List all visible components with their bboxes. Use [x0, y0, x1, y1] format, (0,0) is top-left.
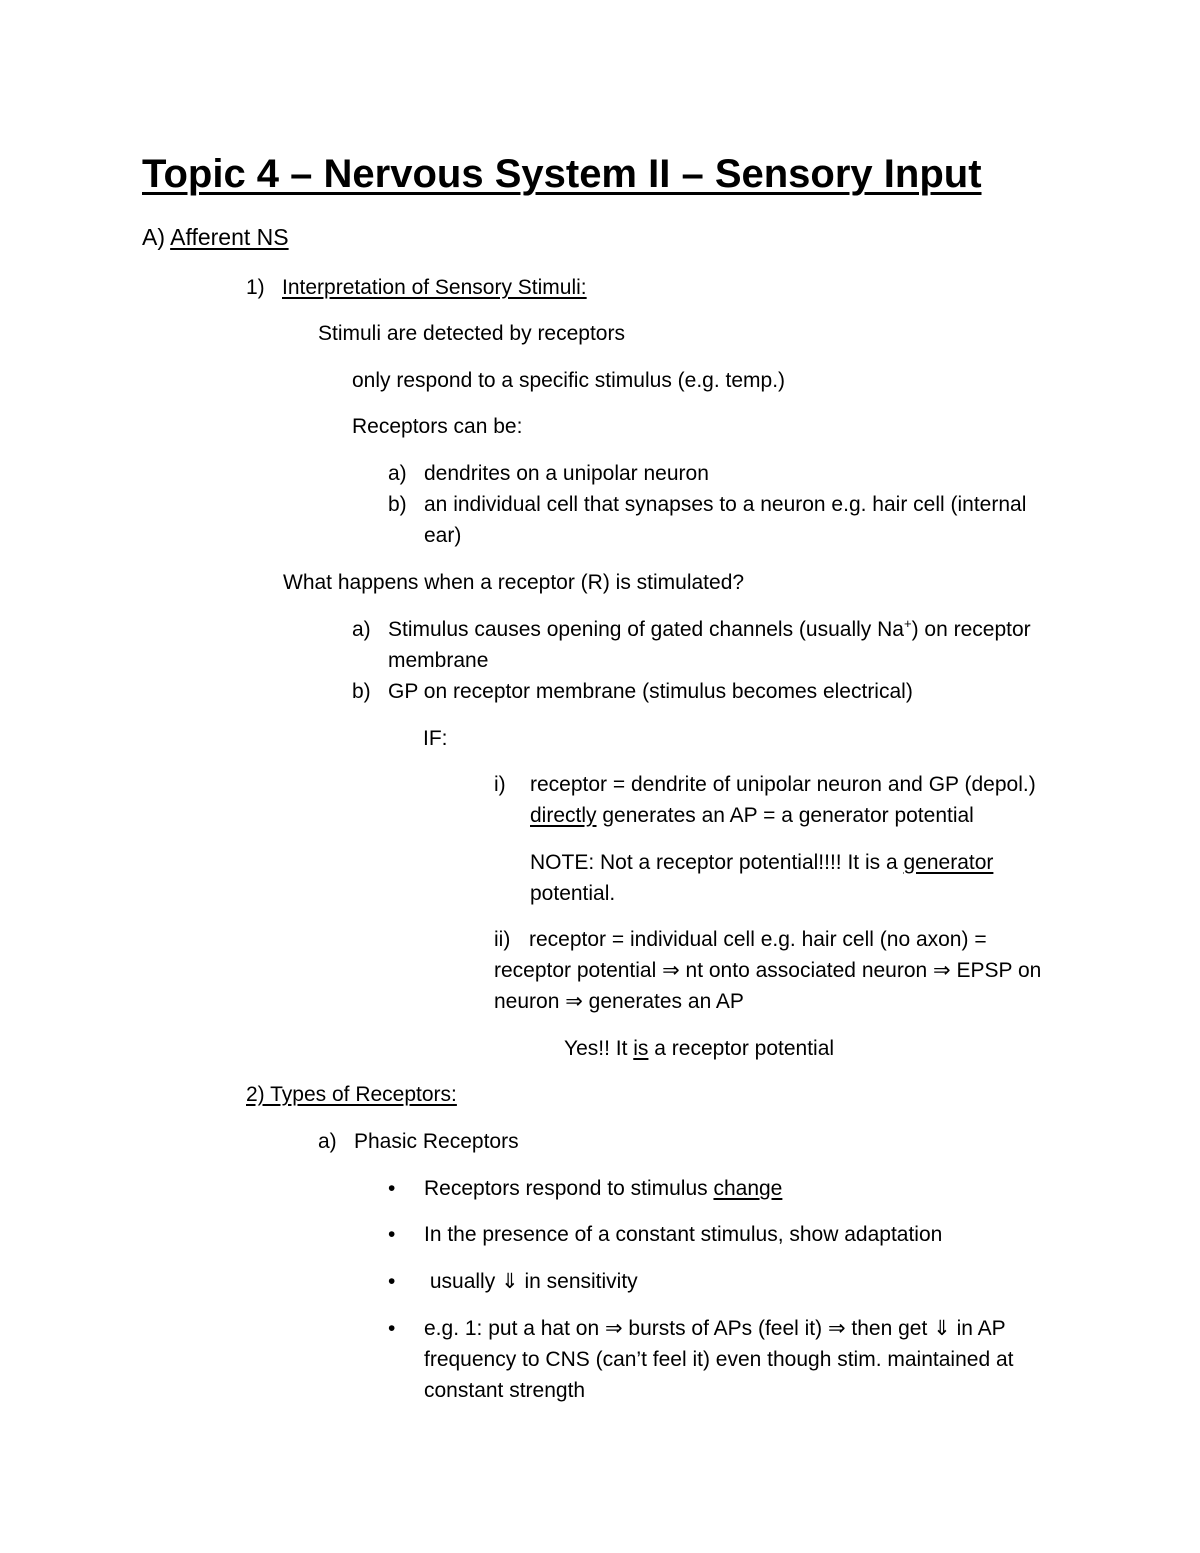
subsection-1-heading	[246, 275, 587, 300]
note-continuation: potential.	[530, 882, 616, 905]
list-item-step-a	[352, 617, 1031, 642]
bullet-icon: •	[388, 1270, 396, 1293]
step-a-text: Stimulus causes opening of gated channels (usually Na	[388, 618, 904, 641]
note-text: NOTE: Not a receptor potential!!!! It is a	[530, 851, 904, 874]
list-item-text: dendrites on a unipolar neuron	[424, 462, 709, 485]
bullet-item	[388, 1176, 782, 1201]
remark-text-end: a receptor potential	[648, 1037, 835, 1060]
list-item-receptor-a	[388, 461, 709, 486]
case-ii-text: receptor = individual cell e.g. hair cell (no axon) =	[529, 928, 987, 951]
case-ii-line-3: neuron ⇒ generates an AP	[494, 990, 744, 1013]
bullet-text: e.g. 1: put a hat on ⇒ bursts of APs (feel it) ⇒ then get ⇓ in AP	[424, 1317, 1006, 1340]
if-label: IF:	[423, 727, 448, 750]
phasic-receptors-label: Phasic Receptors	[354, 1130, 519, 1153]
section-a-title: Afferent NS	[170, 224, 289, 250]
subsection-1-number: 1)	[246, 276, 265, 299]
bullet-item	[388, 1222, 942, 1247]
superscript-plus: +	[903, 616, 912, 631]
emphasis-change: change	[713, 1177, 783, 1200]
emphasis-is: is	[633, 1037, 649, 1060]
bullet-text: Receptors respond to stimulus	[424, 1177, 714, 1200]
bullet-icon: •	[388, 1177, 396, 1200]
remark-text: Yes!! It	[564, 1037, 634, 1060]
step-b-text: GP on receptor membrane (stimulus becomes electrical)	[388, 680, 913, 703]
list-marker: a)	[388, 462, 407, 485]
paragraph-question: What happens when a receptor (R) is stimulated?	[283, 571, 745, 594]
case-i-text-rest: generates an AP = a generator potential	[596, 804, 974, 827]
phasic-receptors-item	[318, 1129, 519, 1154]
bullet-icon: •	[388, 1223, 396, 1246]
bullet-continuation: frequency to CNS (can’t feel it) even though stim. maintained at	[424, 1348, 1014, 1371]
bullet-icon: •	[388, 1317, 396, 1340]
list-marker: i)	[494, 773, 506, 796]
list-item-receptor-b	[388, 492, 1026, 517]
emphasis-generator: generator	[903, 851, 994, 874]
bullet-text: usually ⇓ in sensitivity	[424, 1270, 638, 1293]
step-a-continuation: membrane	[388, 649, 489, 672]
case-i	[494, 772, 1036, 797]
case-ii-line-2: receptor potential ⇒ nt onto associated neuron ⇒ EPSP on	[494, 959, 1042, 982]
page-title: Topic 4 – Nervous System II – Sensory Input	[142, 152, 982, 196]
bullet-item	[388, 1316, 1006, 1341]
list-marker: a)	[352, 618, 371, 641]
bullet-item	[388, 1269, 638, 1294]
paragraph-stimuli-detected: Stimuli are detected by receptors	[318, 322, 625, 345]
list-marker: ii)	[494, 928, 511, 951]
list-marker: b)	[388, 493, 407, 516]
case-i-continuation	[530, 803, 974, 828]
list-item-step-b	[352, 679, 913, 704]
list-marker: a)	[318, 1130, 337, 1153]
bullet-text: In the presence of a constant stimulus, show adaptation	[424, 1223, 943, 1246]
step-a-text-end: ) on receptor	[911, 618, 1031, 641]
paragraph-specific-stimulus: only respond to a specific stimulus (e.g. temp.)	[352, 369, 786, 392]
receptor-potential-remark	[564, 1036, 834, 1061]
case-ii	[494, 927, 987, 952]
section-a-heading	[142, 224, 289, 252]
note-line	[530, 850, 993, 875]
section-a-prefix: A)	[142, 224, 165, 250]
paragraph-receptors-can-be: Receptors can be:	[352, 415, 523, 438]
subsection-2-heading: 2) Types of Receptors:	[246, 1083, 457, 1106]
case-i-text: receptor = dendrite of unipolar neuron and GP (depol.)	[530, 773, 1036, 796]
emphasis-directly: directly	[530, 804, 597, 827]
subsection-1-title: Interpretation of Sensory Stimuli:	[282, 276, 587, 299]
list-marker: b)	[352, 680, 371, 703]
list-item-text: an individual cell that synapses to a neuron e.g. hair cell (internal	[424, 493, 1027, 516]
list-item-text-continuation: ear)	[424, 524, 462, 547]
bullet-continuation: constant strength	[424, 1379, 586, 1402]
